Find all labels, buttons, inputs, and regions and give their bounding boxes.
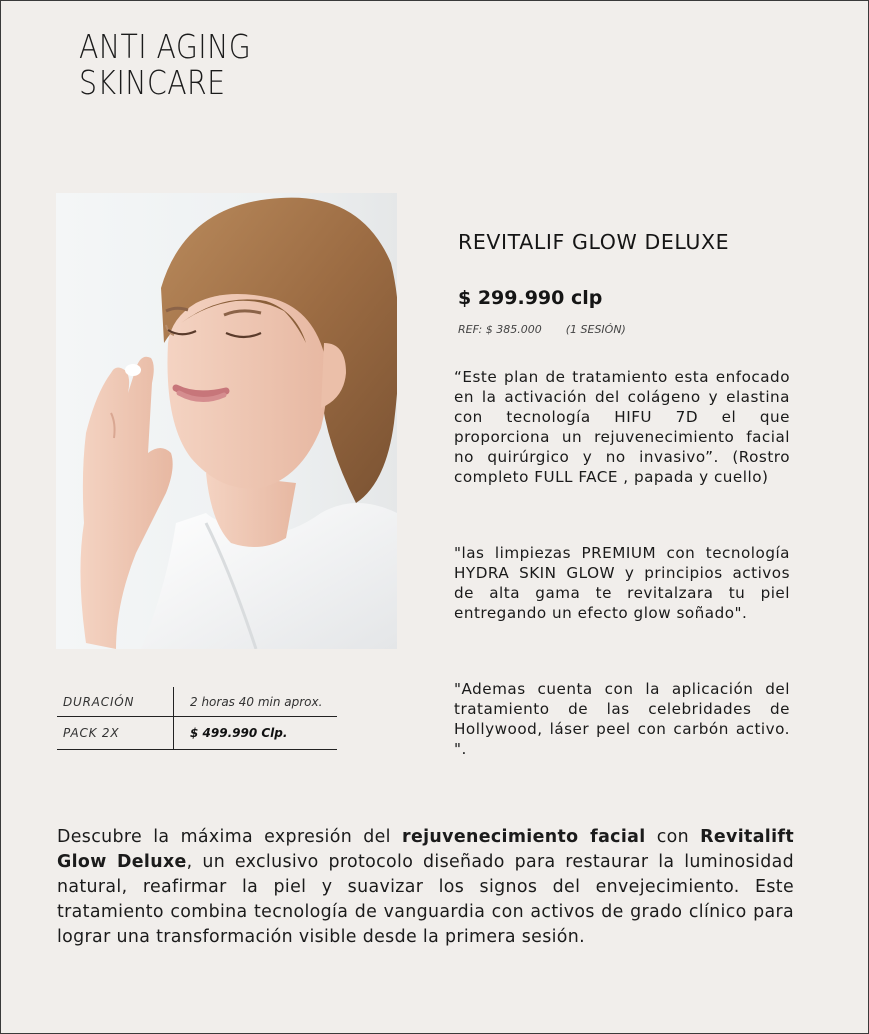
description-text: Descubre la máxima expresión del <box>57 827 403 847</box>
table-row <box>57 717 337 750</box>
product-price: $ 299.990 clp <box>458 287 603 309</box>
pack-value: $ 499.990 Clp. <box>174 717 338 750</box>
description-highlight: Revitalift Glow Deluxe <box>57 827 794 872</box>
brand-line-1: ANTI AGING <box>79 27 252 66</box>
duration-label: DURACIÓN <box>57 687 174 717</box>
bottom-description <box>57 825 794 950</box>
product-photo <box>56 193 397 649</box>
pack-label: PACK 2X <box>57 717 174 750</box>
product-title: REVITALIF GLOW DELUXE <box>458 230 730 254</box>
reference-price <box>458 323 626 336</box>
description-highlight: rejuvenecimiento facial <box>402 827 646 847</box>
description-paragraph-2: "las limpiezas PREMIUM con tecnología HYDRA SKIN GLOW y principios activos de alta gama te revitalzara tu piel entregando un efecto glow soñado". <box>454 544 790 622</box>
brand-line-2: SKINCARE <box>79 63 226 102</box>
brand-logo <box>79 29 251 101</box>
description-text: con <box>645 827 701 847</box>
ref-sessions: (1 SESIÓN) <box>565 323 626 336</box>
duration-value: 2 horas 40 min aprox. <box>174 687 338 717</box>
description-paragraph-1: “Este plan de tratamiento esta enfocado en la activación del colágeno y elastina con tecnología HIFU 7D el que proporciona un rejuvenecimiento facial no quirúrgico y no invasivo”. (Rostro completo FULL FACE , papada y cuello) <box>454 368 790 486</box>
ref-price-value: REF: $ 385.000 <box>458 323 542 336</box>
description-paragraph-3: "Ademas cuenta con la aplicación del tratamiento de las celebridades de Hollywood, láser peel con carbón activo. ". <box>454 680 790 758</box>
details-table <box>57 687 337 750</box>
table-row <box>57 687 337 717</box>
description-text: , un exclusivo protocolo diseñado para restaurar la luminosidad natural, reafirmar la piel y suavizar los signos del envejecimiento. Este tratamiento combina tecnología de vanguardia con activos de grado clínico para lograr una transformación visible desde la primera sesión. <box>57 852 794 947</box>
woman-applying-cream-illustration <box>56 193 397 649</box>
